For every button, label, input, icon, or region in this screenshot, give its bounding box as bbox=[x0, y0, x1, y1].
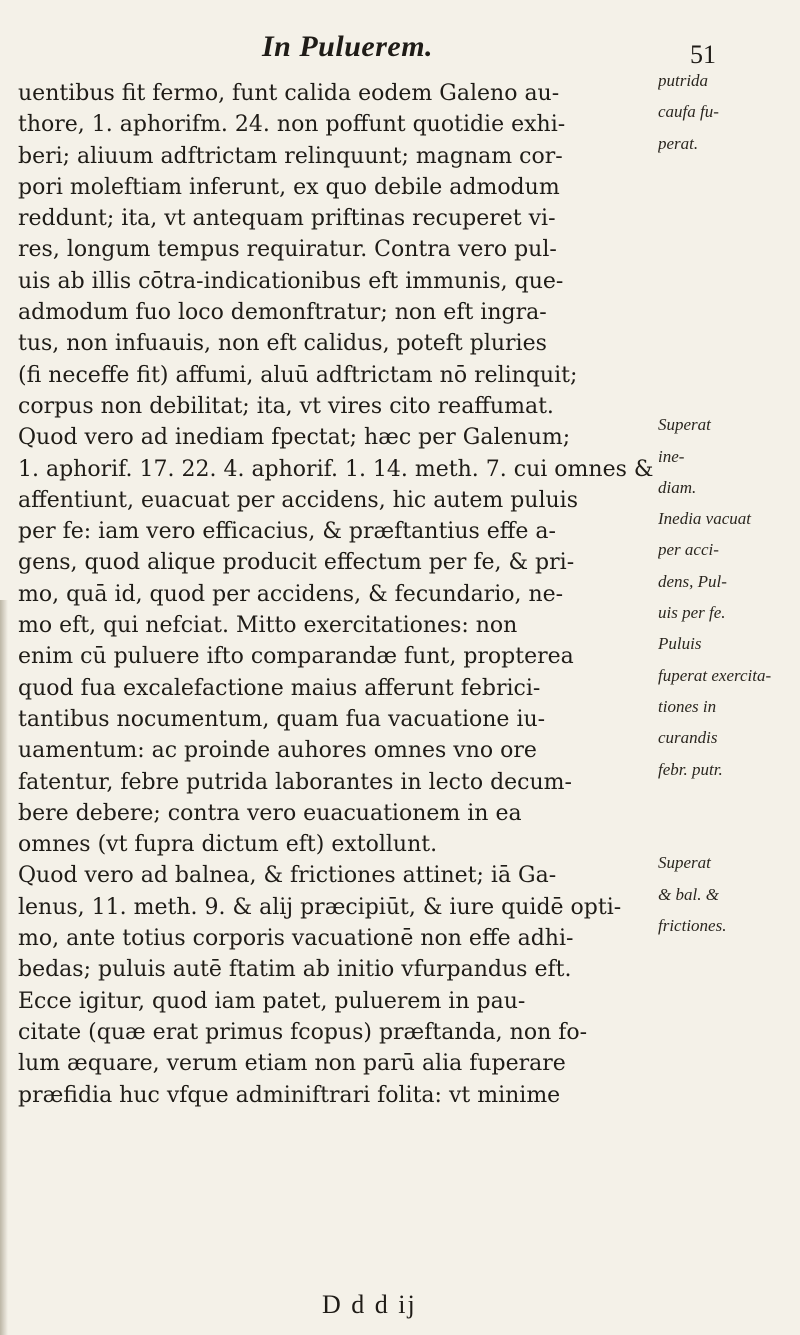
text-line bbox=[18, 917, 788, 954]
line-text: uis ab illis cōtra-indicationibus eft immunis, que- bbox=[18, 268, 564, 294]
line-text: thore, 1. aphorifm. 24. non poffunt quotidie exhi- bbox=[18, 112, 566, 138]
line-text: Quod vero ad inediam fpectat; hæc per Galenum; bbox=[18, 425, 571, 451]
marginal-note: Superat bbox=[658, 416, 711, 435]
line-text: tus, non infuauis, non eft calidus, poteft pluries bbox=[18, 331, 547, 357]
marginal-note: frictiones. bbox=[658, 917, 727, 936]
text-line bbox=[18, 954, 788, 985]
marginal-note: & bal. & bbox=[658, 885, 719, 904]
text-line bbox=[18, 1048, 788, 1079]
text-line bbox=[18, 203, 788, 234]
marginal-note: per acci- bbox=[658, 541, 719, 560]
marginal-note: fuperat exercita- bbox=[658, 666, 772, 685]
line-text: (fi neceffe fit) affumi, aluū adftrictam nō relinquit; bbox=[18, 362, 578, 388]
line-text: res, longum tempus requiratur. Contra vero pul- bbox=[18, 237, 557, 263]
line-text: 1. aphorif. 17. 22. 4. aphorif. 1. 14. meth. 7. cui omnes & bbox=[18, 456, 654, 482]
text-line bbox=[18, 328, 788, 359]
text-line bbox=[18, 360, 788, 391]
line-text: mo eft, qui nefciat. Mitto exercitationes: non bbox=[18, 613, 518, 639]
running-title: In Puluerem. bbox=[262, 30, 434, 63]
marginal-note: Inedia vacuat bbox=[658, 510, 751, 529]
text-body bbox=[18, 72, 788, 1111]
line-text: uamentum: ac proinde auhores omnes vno ore bbox=[18, 738, 537, 764]
line-text: quod fua excalefactione maius afferunt febrici- bbox=[18, 675, 541, 701]
line-text: per fe: iam vero efficacius, & præftantius effe a- bbox=[18, 519, 556, 545]
line-text: affentiunt, euacuat per accidens, hic autem puluis bbox=[18, 487, 578, 513]
marginal-note: caufa fu- bbox=[658, 103, 719, 122]
marginal-note: tiones in bbox=[658, 697, 717, 716]
marginal-note: diam. bbox=[658, 478, 697, 497]
marginal-note: Puluis bbox=[658, 635, 702, 654]
text-line bbox=[18, 760, 788, 798]
line-text: mo, quā id, quod per accidens, & fecundario, ne- bbox=[18, 581, 564, 607]
text-line bbox=[18, 134, 788, 172]
line-text: beri; aliuum adftrictam relinquunt; magnam cor- bbox=[18, 143, 563, 169]
line-text: præfidia huc vfque adminiftrari folita: vt minime bbox=[18, 1082, 561, 1108]
line-text: admodum fuo loco demonftratur; non eft ingra- bbox=[18, 300, 547, 326]
line-text: citate (quæ erat primus fcopus) præftanda, non fo- bbox=[18, 1019, 588, 1045]
page-number: 51 bbox=[690, 40, 716, 69]
line-text: corpus non debilitat; ita, vt vires cito reaffumat. bbox=[18, 393, 554, 419]
line-text: bedas; puluis autē ftatim ab initio vfurpandus eft. bbox=[18, 957, 572, 983]
marginal-note: ine- bbox=[658, 447, 685, 466]
line-text: Ecce igitur, quod iam patet, puluerem in pau- bbox=[18, 988, 526, 1014]
line-text: omnes (vt fupra dictum eft) extollunt. bbox=[18, 832, 438, 858]
marginal-note: curandis bbox=[658, 729, 718, 748]
line-text: gens, quod alique producit effectum per fe, & pri- bbox=[18, 550, 575, 576]
line-text: lenus, 11. meth. 9. & alij præcipiūt, & iure quidē opti- bbox=[18, 894, 622, 920]
line-text: reddunt; ita, vt antequam priftinas recuperet vi- bbox=[18, 206, 556, 232]
text-line bbox=[18, 234, 788, 265]
line-text: tantibus nocumentum, quam fua vacuatione iu- bbox=[18, 706, 546, 732]
marginal-note: dens, Pul- bbox=[658, 572, 727, 591]
line-text: pori moleftiam inferunt, ex quo debile admodum bbox=[18, 174, 560, 200]
line-text: fatentur, febre putrida laborantes in lecto decum- bbox=[18, 769, 572, 795]
signature-mark: D d d ij bbox=[322, 1290, 417, 1319]
text-line bbox=[18, 798, 788, 829]
text-line bbox=[18, 1080, 788, 1111]
marginal-note: putrida bbox=[658, 72, 709, 90]
line-text: mo, ante totius corporis vacuationē non effe adhi- bbox=[18, 926, 574, 952]
line-text: uentibus fit fermo, funt calida eodem Galeno au- bbox=[18, 81, 560, 106]
line-text: bere debere; contra vero euacuationem in ea bbox=[18, 800, 522, 826]
marginal-note: Superat bbox=[658, 854, 711, 873]
line-text: Quod vero ad balnea, & frictiones attinet; iā Ga- bbox=[18, 863, 557, 889]
text-line bbox=[18, 1017, 788, 1048]
text-line bbox=[18, 986, 788, 1017]
page-header bbox=[0, 26, 800, 69]
line-text: enim cū puluere ifto comparandæ funt, propterea bbox=[18, 644, 574, 670]
line-text: lum æquare, verum etiam non parū alia fuperare bbox=[18, 1051, 566, 1077]
text-line bbox=[18, 266, 788, 297]
text-line bbox=[18, 297, 788, 328]
marginal-note: febr. putr. bbox=[658, 760, 723, 779]
page-gutter-shadow bbox=[0, 600, 8, 1335]
text-line bbox=[18, 172, 788, 203]
marginal-note: perat. bbox=[658, 134, 699, 153]
marginal-note: uis per fe. bbox=[658, 604, 726, 623]
